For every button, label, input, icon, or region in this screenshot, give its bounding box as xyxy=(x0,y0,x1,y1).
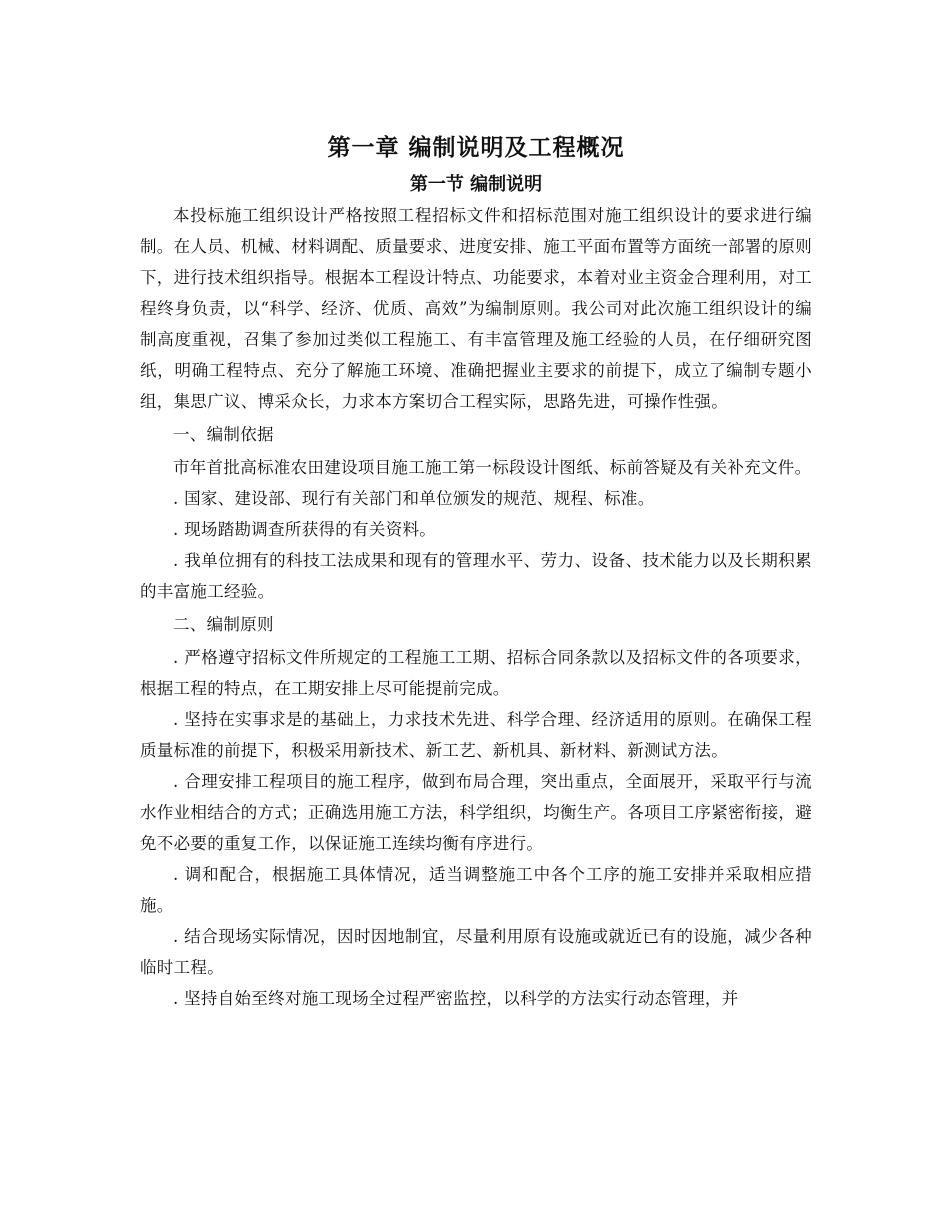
basis-heading: 一、编制依据 xyxy=(173,425,274,444)
principle-item: . 调和配合，根据施工具体情况，适当调整施工中各个工序的施工安排并采取相应措施。 xyxy=(140,865,812,915)
document-page xyxy=(140,128,812,1014)
basis-item: . 现场踏勘调查所获得的有关资料。 xyxy=(173,520,437,539)
principle-item: . 坚持在实事求是的基础上，力求技术先进、科学合理、经济适用的原则。在确保工程质量标准的前提下，积极采用新技术、新工艺、新机具、新材料、新测试方法。 xyxy=(140,710,812,760)
principles-heading: 二、编制原则 xyxy=(173,615,274,634)
intro-paragraph: 本投标施工组织设计严格按照工程招标文件和招标范围对施工组织设计的要求进行编制。在人员、机械、材料调配、质量要求、进度安排、施工平面布置等方面统一部署的原则下，进行技术组织指导。根据本工程设计特点、功能要求，本着对业主资金合理利用，对工程终身负责，以“科学、经济、优质、高效”为编制原则。我公司对此次施工组织设计的编制高度重视，召集了参加过类似工程施工、有丰富管理及施工经验的人员，在仔细研究图纸，明确工程特点、充分了解施工环境、准确把握业主要求的前提下，成立了编制专题小组，集思广议、博采众长，力求本方案切合工程实际，思路先进，可操作性强。 xyxy=(140,206,812,411)
basis-item: 市年首批高标准农田建设项目施工施工第一标段设计图纸、标前答疑及有关补充文件。 xyxy=(173,458,812,477)
basis-item: . 国家、建设部、现行有关部门和单位颁发的规范、规程、标准。 xyxy=(173,489,655,508)
principle-item: . 严格遵守招标文件所规定的工程施工工期、招标合同条款以及招标文件的各项要求，根据工程的特点，在工期安排上尽可能提前完成。 xyxy=(140,648,812,698)
section-title: 第一节 编制说明 xyxy=(409,174,543,195)
principle-item: . 结合现场实际情况，因时因地制宜，尽量利用原有设施或就近已有的设施，减少各种临时工程。 xyxy=(140,927,812,977)
basis-item: . 我单位拥有的科技工法成果和现有的管理水平、劳力、设备、技术能力以及长期积累的丰富施工经验。 xyxy=(140,551,812,601)
chapter-title: 第一章 编制说明及工程概况 xyxy=(327,135,625,161)
principle-item: . 坚持自始至终对施工现场全过程严密监控，以科学的方法实行动态管理，并 xyxy=(173,989,739,1008)
principle-item: . 合理安排工程项目的施工程序，做到布局合理，突出重点，全面展开，采取平行与流水作业相结合的方式；正确选用施工方法，科学组织，均衡生产。各项目工序紧密衔接，避免不必要的重复工作，以保证施工连续均衡有序进行。 xyxy=(140,772,812,853)
